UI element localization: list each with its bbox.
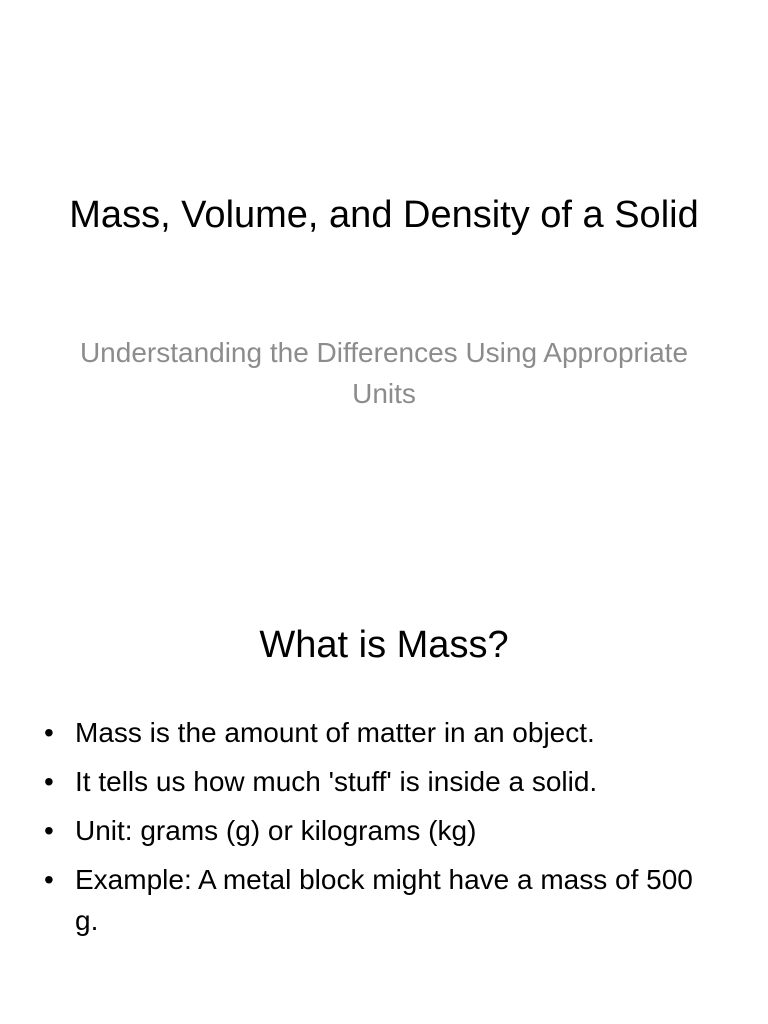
bullet-icon: • (44, 766, 54, 797)
bullet-text: It tells us how much 'stuff' is inside a solid. (75, 766, 598, 797)
bullet-icon: • (44, 864, 54, 895)
bullet-list (40, 712, 720, 949)
bullet-icon: • (44, 815, 54, 846)
bullet-text: Mass is the amount of matter in an object. (75, 717, 595, 748)
bullet-item (40, 810, 720, 851)
presentation-title: Mass, Volume, and Density of a Solid (69, 194, 699, 236)
mass-slide (0, 512, 768, 1024)
bullet-text: Unit: grams (g) or kilograms (kg) (75, 815, 477, 846)
slide-heading: What is Mass? (259, 624, 509, 666)
bullet-icon: • (44, 717, 54, 748)
presentation-subtitle: Understanding the Differences Using Appropriate Units (79, 337, 689, 409)
bullet-item (40, 761, 720, 802)
bullet-text: Example: A metal block might have a mass of 500 g. (75, 864, 693, 936)
bullet-item (40, 859, 720, 941)
bullet-item (40, 712, 720, 753)
